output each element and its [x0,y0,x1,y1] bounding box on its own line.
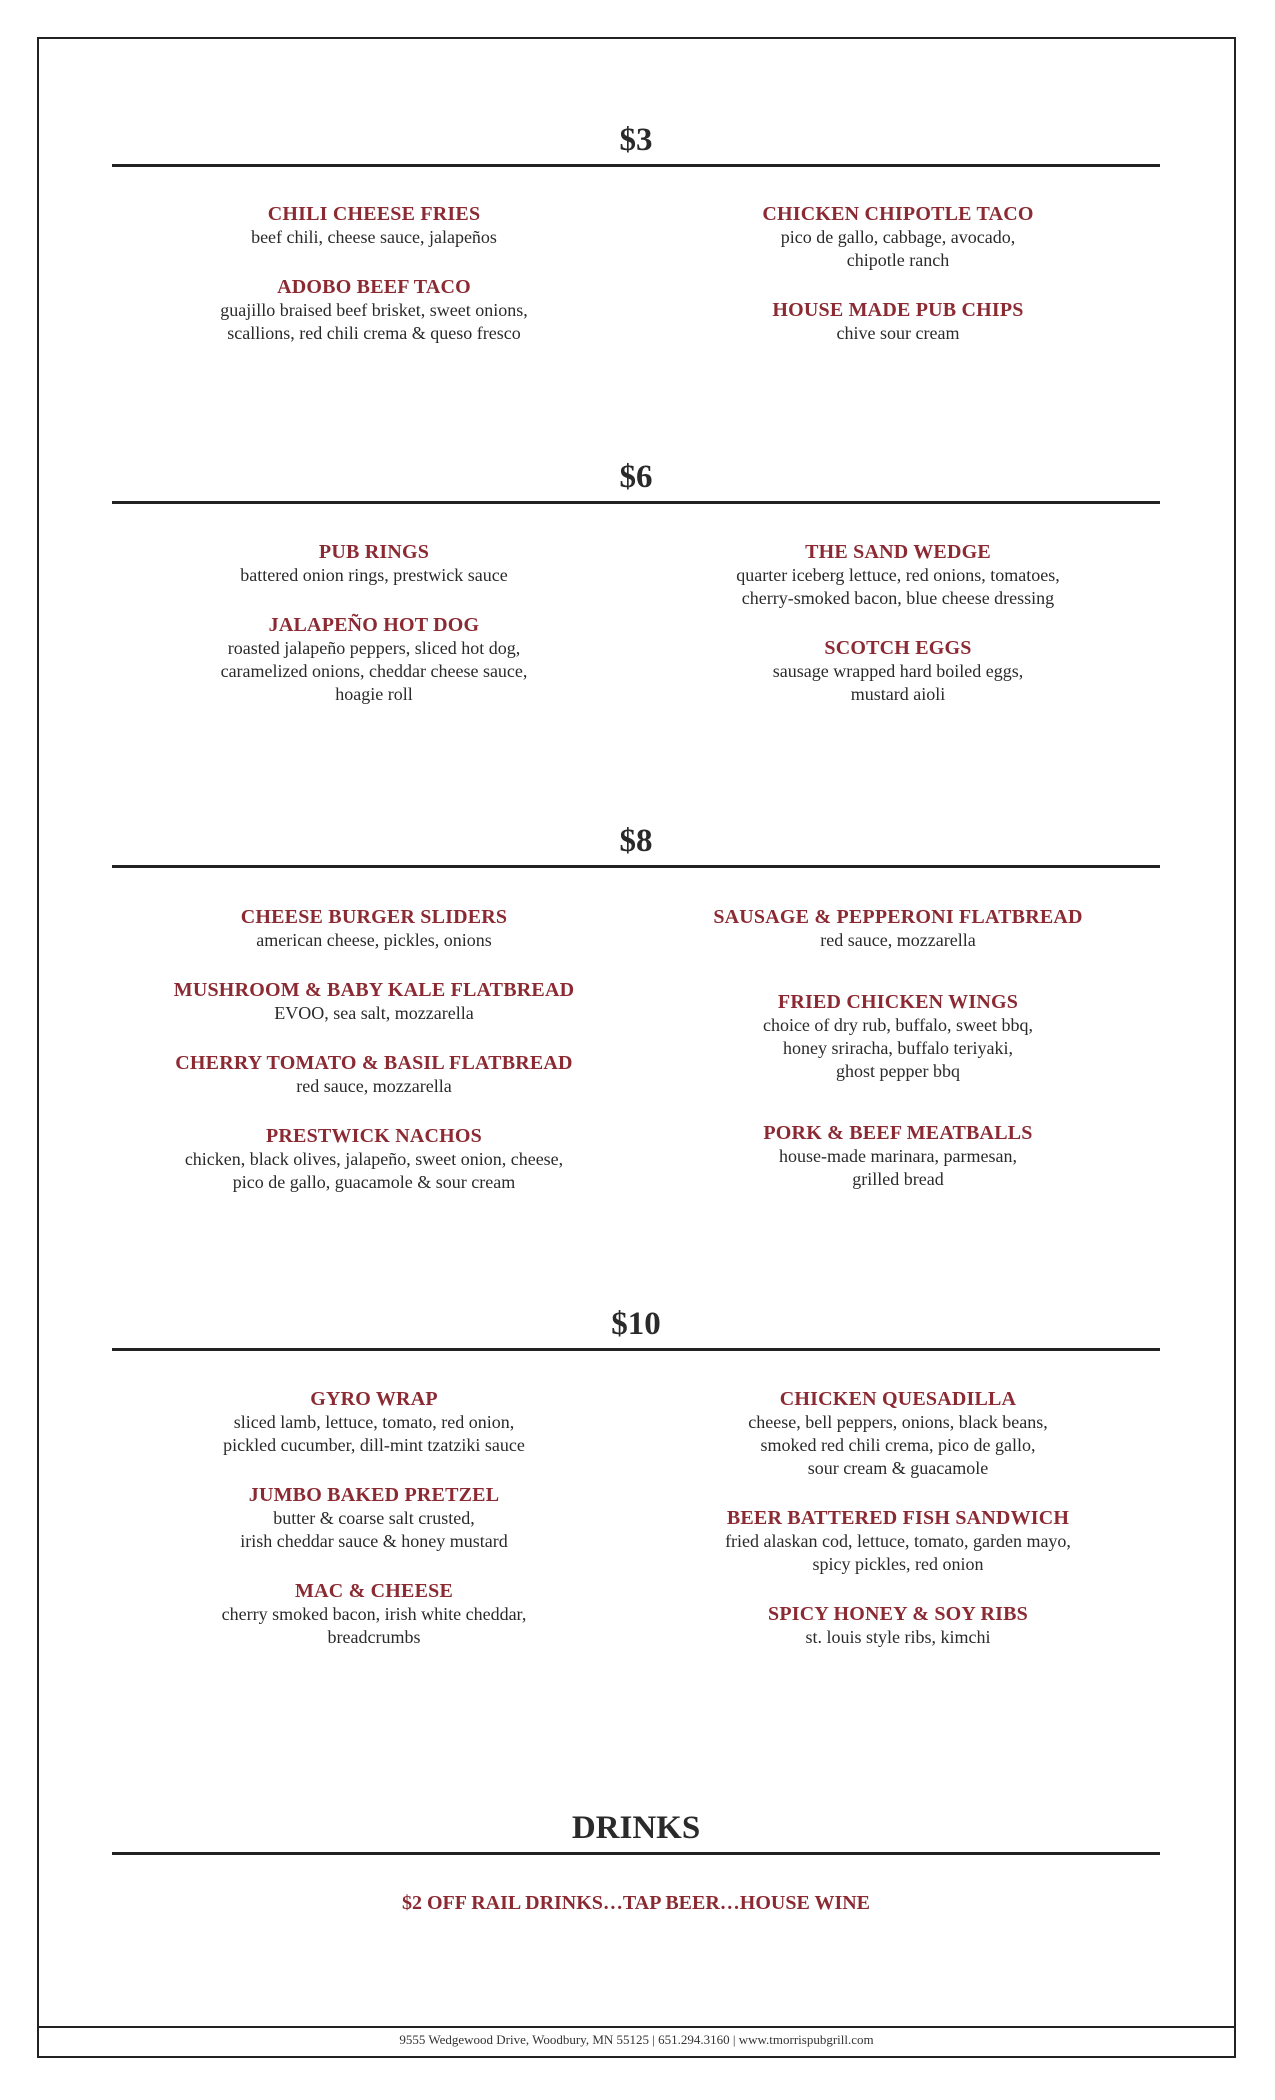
item-name: SAUSAGE & PEPPERONI FLATBREAD [713,906,1083,928]
item-description: battered onion rings, prestwick sauce [240,565,508,585]
item-name: THE SAND WEDGE [805,541,991,563]
item-description: cherry smoked bacon, irish white cheddar, breadcrumbs [221,1604,527,1647]
menu-item [112,1125,636,1194]
menu-item [112,276,636,345]
menu-item [636,203,1160,272]
item-name: MAC & CHEESE [295,1580,453,1602]
section-price: $3 [619,122,653,158]
section-rule [112,501,1160,504]
item-description: EVOO, sea salt, mozzarella [274,1003,474,1023]
footer-rule [37,2026,1236,2028]
item-name: HOUSE MADE PUB CHIPS [772,299,1024,321]
item-name: JUMBO BAKED PRETZEL [248,1484,500,1506]
item-description: sausage wrapped hard boiled eggs, mustard aioli [772,661,1024,704]
menu-item [636,1507,1160,1576]
section-rule [112,1348,1160,1351]
item-name: PUB RINGS [318,541,430,563]
menu-item [636,1122,1160,1191]
menu-item [636,299,1160,345]
item-description: st. louis style ribs, kimchi [805,1627,991,1647]
item-description: butter & coarse salt crusted, irish cheddar sauce & honey mustard [240,1508,508,1551]
item-name: BEER BATTERED FISH SANDWICH [726,1507,1070,1529]
section-3 [112,120,1160,343]
menu-item [112,979,636,1025]
item-description: house-made marinara, parmesan, grilled bread [779,1146,1017,1189]
item-description: sliced lamb, lettuce, tomato, red onion, pickled cucumber, dill-mint tzatziki sauce [223,1412,525,1455]
item-name: GYRO WRAP [310,1388,438,1410]
item-description: cheese, bell peppers, onions, black beans, smoked red chili crema, pico de gallo, sour cream & guacamole [748,1412,1048,1478]
item-description: red sauce, mozzarella [296,1076,452,1096]
menu-item [112,1388,636,1457]
item-name: JALAPEÑO HOT DOG [268,614,480,636]
item-name: CHILI CHEESE FRIES [267,203,481,225]
item-name: SCOTCH EGGS [824,637,972,659]
menu-item [636,1388,1160,1480]
section-price: $6 [619,459,653,495]
drinks-heading: DRINKS [571,1810,701,1846]
item-description: guajillo braised beef brisket, sweet onions, scallions, red chili crema & queso fresco [220,300,528,343]
item-description: chicken, black olives, jalapeño, sweet onion, cheese, pico de gallo, guacamole & sour cream [184,1149,564,1192]
item-name: CHICKEN CHIPOTLE TACO [762,203,1034,225]
item-name: FRIED CHICKEN WINGS [777,991,1019,1013]
item-name: CHERRY TOMATO & BASIL FLATBREAD [175,1052,573,1074]
section-rule [112,865,1160,868]
menu-item [636,637,1160,706]
menu-item [112,1484,636,1553]
drinks-section [112,1808,1160,1914]
item-name: PRESTWICK NACHOS [265,1125,482,1147]
menu-item [112,541,636,587]
menu-item [112,1052,636,1098]
item-description: beef chili, cheese sauce, jalapeños [251,227,497,247]
item-description: fried alaskan cod, lettuce, tomato, garden mayo, spicy pickles, red onion [725,1531,1071,1574]
menu-item [636,906,1160,952]
menu-item [636,991,1160,1083]
menu-item [636,1603,1160,1649]
menu-item [112,1580,636,1649]
menu-item [112,203,636,249]
item-name: ADOBO BEEF TACO [277,276,471,298]
item-name: PORK & BEEF MEATBALLS [763,1122,1033,1144]
section-10 [112,1304,1160,1647]
item-name: CHEESE BURGER SLIDERS [240,906,508,928]
section-price: $10 [611,1306,661,1342]
section-price: $8 [619,823,653,859]
section-8 [112,821,1160,1192]
menu-item [112,906,636,952]
item-name: MUSHROOM & BABY KALE FLATBREAD [173,979,575,1001]
item-description: american cheese, pickles, onions [256,930,492,950]
section-rule [112,164,1160,167]
item-description: chive sour cream [836,323,960,343]
item-description: red sauce, mozzarella [820,930,976,950]
item-description: choice of dry rub, buffalo, sweet bbq, honey sriracha, buffalo teriyaki, ghost pepper bbq [762,1015,1034,1081]
item-description: roasted jalapeño peppers, sliced hot dog, caramelized onions, cheddar cheese sauce, hoagie roll [220,638,528,704]
item-name: SPICY HONEY & SOY RIBS [768,1603,1028,1625]
item-description: quarter iceberg lettuce, red onions, tomatoes, cherry-smoked bacon, blue cheese dressing [736,565,1060,608]
footer-address: 9555 Wedgewood Drive, Woodbury, MN 55125 | 651.294.3160 | www.tmorrispubgrill.com [399,2032,874,2047]
drinks-special: $2 OFF RAIL DRINKS…TAP BEER…HOUSE WINE [401,1892,871,1914]
menu-item [112,614,636,706]
section-rule [112,1852,1160,1855]
menu-item [636,541,1160,610]
item-description: pico de gallo, cabbage, avocado, chipotle ranch [780,227,1016,270]
section-6 [112,457,1160,704]
item-name: CHICKEN QUESADILLA [779,1388,1017,1410]
